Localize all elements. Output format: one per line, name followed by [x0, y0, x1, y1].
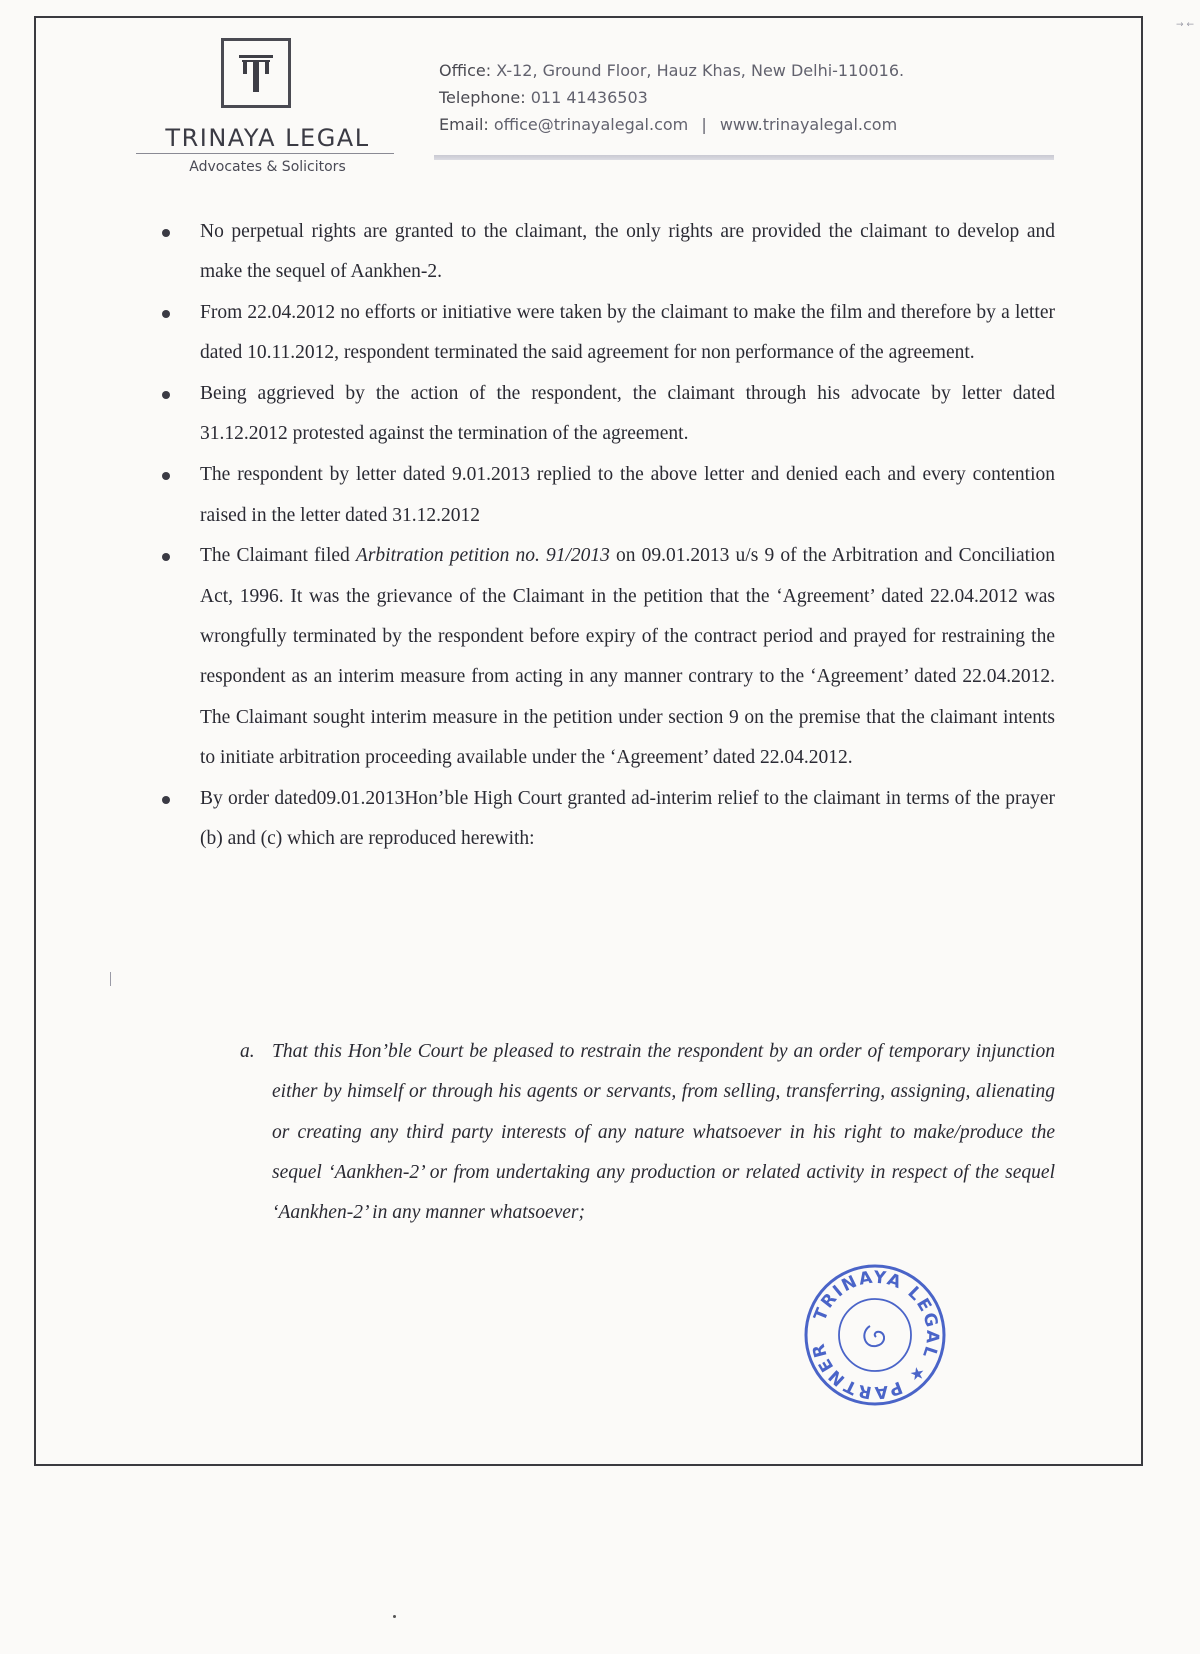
page-speck	[393, 1615, 396, 1618]
stamp-text: TRINAYA LEGAL ★ PARTNER	[808, 1267, 943, 1403]
telephone-number: 011 41436503	[530, 88, 648, 107]
prayer-marker: a.	[240, 1041, 255, 1062]
bullet-icon	[162, 310, 170, 318]
telephone-line	[439, 84, 1059, 111]
list-item	[160, 212, 1055, 293]
bullet-icon	[162, 796, 170, 804]
bullet-list	[160, 212, 1055, 860]
office-line	[439, 57, 1059, 84]
firm-name: TRINAYA LEGAL	[165, 124, 370, 152]
prayer-list	[240, 1032, 1055, 1233]
list-item	[160, 374, 1055, 455]
bullet-text: Being aggrieved by the action of the respondent, the claimant through his advocate by letter dated 31.12.2012 protested against the termination of the agreement.	[200, 383, 1055, 445]
bullet-text-pre: The Claimant filed	[200, 545, 356, 567]
email-line	[439, 111, 1059, 138]
bullet-text: No perpetual rights are granted to the claimant, the only rights are provided the claimant to develop and make the sequel of Aankhen-2.	[200, 221, 1055, 283]
bullet-icon	[162, 391, 170, 399]
firm-divider	[136, 153, 394, 154]
firm-tagline: Advocates & Solicitors	[189, 159, 346, 175]
contact-block	[439, 57, 1059, 138]
contact-underline	[434, 155, 1054, 160]
bullet-icon	[162, 553, 170, 561]
list-item	[160, 779, 1055, 860]
website-url: www.trinayalegal.com	[719, 115, 898, 134]
bullet-text: From 22.04.2012 no efforts or initiative were taken by the claimant to make the film and therefore by a letter dated 10.11.2012, respondent terminated the said agreement for non performance of the agreement.	[200, 302, 1055, 364]
petition-reference: Arbitration petition no. 91/2013	[355, 545, 610, 567]
office-address: X-12, Ground Floor, Hauz Khas, New Delhi-110016.	[496, 61, 905, 80]
bullet-icon	[162, 229, 170, 237]
bullet-text: By order dated09.01.2013Hon’ble High Court granted ad-interim relief to the claimant in terms of the prayer (b) and (c) which are reproduced herewith:	[200, 787, 1055, 849]
office-label: Office:	[439, 61, 492, 80]
margin-mark	[110, 972, 111, 986]
email-label: Email:	[439, 115, 489, 134]
email-address: office@trinayalegal.com	[493, 115, 689, 134]
partner-stamp-icon	[800, 1260, 950, 1410]
bullet-text: The respondent by letter dated 9.01.2013 replied to the above letter and denied each and every contention raised in the letter dated 31.12.2012	[200, 464, 1055, 526]
prayer-text: That this Hon’ble Court be pleased to restrain the respondent by an order of temporary injunction either by himself or through his agents or servants, from selling, transferring, assigning, alienating or creating any third party interests of any nature whatsoever in his right to make/produce the sequel ‘Aankhen-2’ or from undertaking any production or related activity in respect of the sequel ‘Aankhen-2’ in any manner whatsoever;	[272, 1041, 1055, 1224]
bullet-text-post: on 09.01.2013 u/s 9 of the Arbitration and Conciliation Act, 1996. It was the grievance of the Claimant in the petition that the ‘Agreement’ dated 22.04.2012 was wrongfully terminated by the respondent before expiry of the contract period and prayed for restraining the respondent as an interim measure from acting in any manner contrary to the ‘Agreement’ dated 22.04.2012. The Claimant sought interim measure in the petition under section 9 on the premise that the claimant intents to initiate arbitration proceeding available under the ‘Agreement’ dated 22.04.2012.	[200, 545, 1056, 768]
corner-mark: → ←	[1176, 20, 1194, 30]
telephone-label: Telephone:	[439, 88, 526, 107]
prayer-item	[240, 1032, 1055, 1233]
pillar-logo-icon	[221, 38, 291, 108]
list-item	[160, 455, 1055, 536]
list-item	[160, 536, 1055, 778]
contact-separator: |	[701, 115, 707, 134]
list-item	[160, 293, 1055, 374]
bullet-icon	[162, 472, 170, 480]
